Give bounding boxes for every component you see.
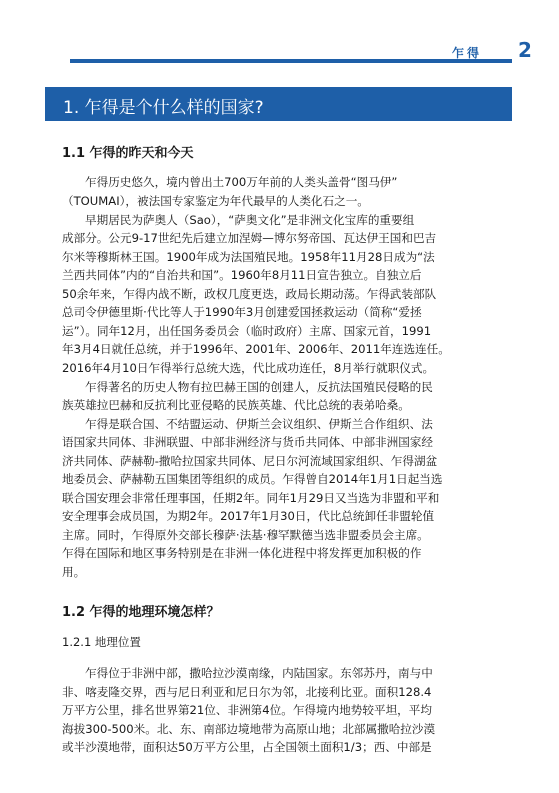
paragraph-line: 乍得著名的历史人物有拉巴赫王国的创建人，反抗法国殖民侵略的民 [85, 380, 433, 394]
paragraph-line: 年3月4日就任总统，并于1996年、2001年、2006年、2011年连选连任。 [62, 342, 450, 356]
paragraph-line: 乍得历史悠久，境内曾出土700万年前的人类头盖骨“图马伊” [85, 175, 398, 189]
paragraph-line: 乍得在国际和地区事务特别是在非洲一体化进程中将发挥更加积极的作 [62, 546, 422, 560]
paragraph-line: 成部分。公元9-17世纪先后建立加涅姆—博尔努帝国、瓦达伊王国和巴吉 [62, 231, 437, 245]
paragraph-line: 总司令伊德里斯·代比等人于1990年3月创建爱国拯救运动（简称“爱拯 [62, 305, 422, 319]
running-header-title: 乍得 [452, 46, 483, 60]
paragraph-line: 地委员会、萨赫勒五国集团等组织的成员。乍得曾自2014年1月1日起当选 [62, 472, 443, 486]
chapter-banner [45, 87, 512, 121]
subsection-heading-1-2-1: 1.2.1 地理位置 [62, 635, 141, 649]
paragraph-line: 尔米等穆斯林王国。1900年成为法国殖民地。1958年11月28日成为“法 [62, 250, 435, 264]
paragraph-line: 运”）。同年12月，出任国务委员会（临时政府）主席、国家元首，1991 [62, 324, 432, 338]
paragraph-line: 海拔300-500米。北、东、南部边境地带为高原山地；北部属撒哈拉沙漠 [62, 722, 436, 736]
paragraph-line: 联合国安理会非常任理事国，任期2年。同年1月29日又当选为非盟和平和 [62, 491, 440, 505]
paragraph-line: （TOUMAI），被法国专家鉴定为年代最早的人类化石之一。 [62, 194, 369, 208]
paragraph-line: 语国家共同体、非洲联盟、中部非洲经济与货币共同体、中部非洲国家经 [62, 435, 434, 449]
page-number: 2 [518, 38, 532, 62]
paragraph-line: 用。 [62, 565, 86, 579]
paragraph-line: 乍得是联合国、不结盟运动、伊斯兰会议组织、伊斯兰合作组织、法 [85, 417, 433, 431]
section-heading-1-2: 1.2 乍得的地理环境怎样？ [62, 605, 220, 620]
paragraph-line: 50余年来，乍得内战不断，政权几度更迭，政局长期动荡。乍得武装部队 [62, 287, 437, 301]
paragraph-line: 2016年4月10日乍得举行总统大选，代比成功连任，8月举行就职仪式。 [62, 361, 435, 375]
header-rule [70, 59, 512, 63]
section-heading-1-1: 1.1 乍得的昨天和今天 [62, 146, 194, 161]
paragraph-line: 安全理事会成员国，为期2年。2017年1月30日，代比总统卸任非盟轮值 [62, 509, 435, 523]
paragraph-line: 早期居民为萨奥人（Sao），“萨奥文化”是非洲文化宝库的重要组 [85, 213, 415, 227]
paragraph-line: 乍得位于非洲中部，撒哈拉沙漠南缘，内陆国家。东邻苏丹，南与中 [85, 666, 433, 680]
paragraph-line: 或半沙漠地带，面积达50万平方公里，占全国领土面积1/3；西、中部是 [62, 740, 432, 754]
paragraph-line: 济共同体、萨赫勒-撒哈拉国家共同体、尼日尔河流域国家组织、乍得湖盆 [62, 454, 438, 468]
paragraph-line: 兰西共同体”内的“自治共和国”。1960年8月11日宣告独立。自独立后 [62, 268, 422, 282]
chapter-title: 1. 乍得是个什么样的国家? [63, 98, 264, 118]
paragraph-line: 万平方公里，排名世界第21位、非洲第4位。乍得境内地势较平坦，平均 [62, 703, 432, 717]
paragraph-line: 非、喀麦隆交界，西与尼日利亚和尼日尔为邻，北接利比亚。面积128.4 [62, 685, 432, 699]
paragraph-line: 族英雄拉巴赫和反抗利比亚侵略的民族英雄、代比总统的表弟哈桑。 [62, 398, 410, 412]
paragraph-line: 主席。同时，乍得原外交部长穆萨·法基·穆罕默德当选非盟委员会主席。 [62, 528, 429, 542]
